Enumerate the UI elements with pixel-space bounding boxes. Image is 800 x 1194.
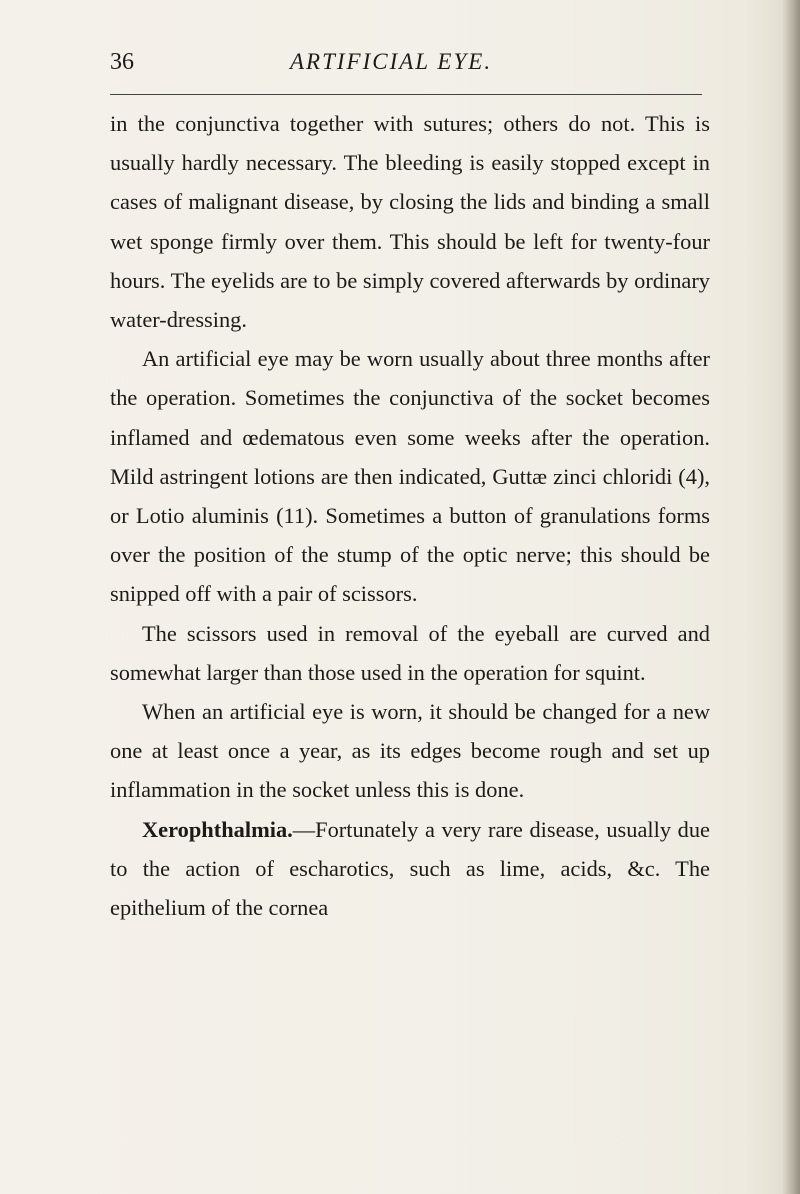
body-text — [110, 104, 710, 927]
paragraph-2: An artificial eye may be worn usually about three months after the operation. Sometimes the conjunctiva of the socket becomes inflamed and œdematous even some weeks after the operation. Mild astringent lotions are then indicated, Guttæ zinci chloridi (4), or Lotio aluminis (11). Sometimes a button of granulations forms over the position of the stump of the optic nerve; this should be snipped off with a pair of scissors. — [110, 346, 710, 607]
section-heading-xerophthalmia: Xerophthalmia. — [142, 816, 293, 842]
paragraph-5-text: —Fortunately a very rare disease, usually due to the action of escharotics, such as lime, acids, &c. The epithelium of the cornea — [110, 816, 710, 921]
page-gutter-shadow — [782, 0, 800, 1194]
paragraph-5 — [110, 810, 710, 928]
paragraph-3: The scissors used in removal of the eyeball are curved and somewhat larger than those used in the operation for squint. — [110, 620, 710, 685]
header-rule — [110, 94, 702, 95]
paragraph-4: When an artificial eye is worn, it should be changed for a new one at least once a year, as its edges become rough and set up inflammation in the socket unless this is done. — [110, 699, 710, 803]
page-header — [110, 48, 730, 88]
page-number: 36 — [110, 49, 134, 75]
paragraph-1: in the conjunctiva together with sutures; others do not. This is usually hardly necessary. The bleeding is easily stopped except in cases of malignant disease, by closing the lids and binding a small wet sponge firmly over them. This should be left for twenty-four hours. The eyelids are to be simply covered afterwards by ordinary water-dressing. — [110, 111, 710, 333]
running-title: ARTIFICIAL EYE. — [290, 49, 493, 74]
